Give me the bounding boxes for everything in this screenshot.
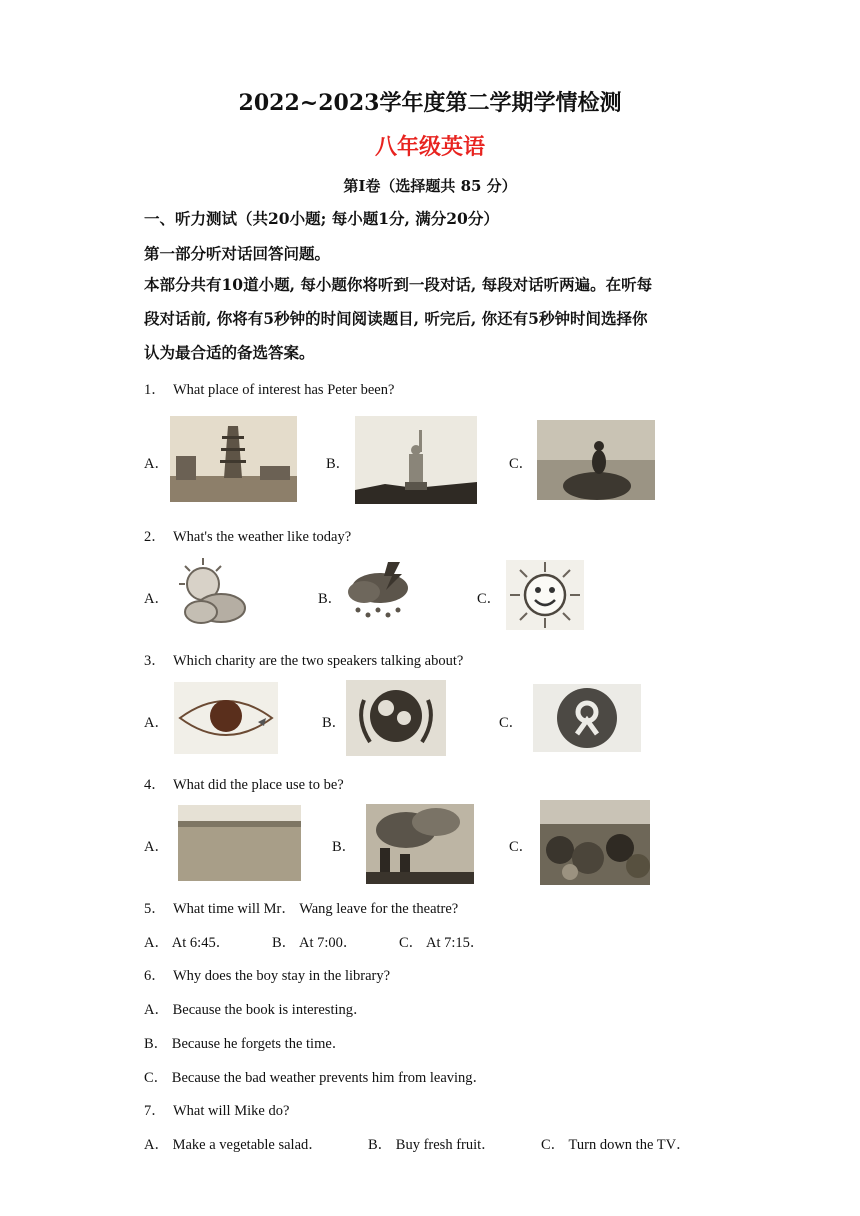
option-b[interactable]: B． — [326, 456, 351, 472]
question-text: Why does the boy stay in the library? — [173, 968, 391, 984]
option-a[interactable]: A． — [144, 591, 169, 607]
section-heading: 一、听力测试（共20小题; 每小题1分, 满分20分） — [144, 209, 499, 228]
option-b[interactable]: B． — [332, 839, 357, 855]
option-a[interactable]: A． Make a vegetable salad． — [144, 1137, 323, 1153]
subject-title: 八年级英语 — [374, 134, 485, 160]
volume-title: 第I卷（选择题共 85 分） — [343, 177, 517, 195]
option-c[interactable]: C． At 7:15． — [399, 935, 485, 951]
question-4 — [144, 773, 344, 794]
option-a[interactable]: A． At 6:45． — [144, 935, 231, 951]
instructions-line: 段对话前, 你将有5秒钟的时间阅读题目, 听完后, 你还有5秒钟时间选择你 — [144, 309, 648, 328]
orbis-logo-icon — [174, 682, 278, 754]
question-text: What's the weather like today? — [173, 529, 352, 545]
option-a[interactable]: A． — [144, 715, 169, 731]
garden-photo-icon — [540, 800, 650, 885]
question-text: What time will Mr． Wang leave for the theatre? — [173, 901, 459, 917]
option-c[interactable]: C． Turn down the TV． — [541, 1137, 691, 1153]
option-c[interactable]: C． — [499, 715, 524, 731]
question-text: Which charity are the two speakers talking about? — [173, 653, 464, 669]
question-text: What place of interest has Peter been? — [173, 382, 395, 398]
question-text: What did the place use to be? — [173, 777, 344, 793]
question-6 — [144, 964, 390, 985]
instructions-line: 认为最合适的备选答案。 — [144, 343, 315, 362]
option-a[interactable]: A． — [144, 839, 169, 855]
question-2 — [144, 525, 351, 546]
option-b[interactable]: B． — [322, 715, 347, 731]
oxfam-logo-icon — [533, 684, 641, 752]
question-number: 4． — [144, 777, 166, 793]
little-mermaid-photo-icon — [537, 420, 655, 500]
cloudy-icon — [173, 556, 249, 630]
thunderstorm-icon — [344, 560, 412, 622]
instructions-line: 本部分共有10道小题, 每小题你将听到一段对话, 每段对话听两遍。在听每 — [144, 275, 653, 294]
statue-of-liberty-photo-icon — [355, 416, 477, 504]
question-number: 7． — [144, 1103, 166, 1119]
question-number: 1． — [144, 382, 166, 398]
option-a[interactable]: A． Because the book is interesting． — [144, 1002, 368, 1018]
question-number: 3． — [144, 653, 166, 669]
pagoda-photo-icon — [170, 416, 297, 502]
option-c[interactable]: C． — [477, 591, 502, 607]
option-b[interactable]: B． At 7:00． — [272, 935, 358, 951]
instructions — [144, 268, 734, 370]
question-text: What will Mike do? — [173, 1103, 290, 1119]
option-c[interactable]: C． Because the bad weather prevents him from leaving． — [144, 1070, 488, 1086]
part-heading: 第一部分听对话回答问题。 — [144, 244, 331, 263]
question-3 — [144, 649, 463, 670]
question-1 — [144, 378, 394, 399]
question-number: 5． — [144, 901, 166, 917]
option-b[interactable]: B． Buy fresh fruit． — [368, 1137, 496, 1153]
field-photo-icon — [178, 805, 301, 881]
option-a[interactable]: A． — [144, 456, 169, 472]
question-number: 2． — [144, 529, 166, 545]
unicef-logo-icon — [346, 680, 446, 756]
option-c[interactable]: C． — [509, 456, 534, 472]
question-7 — [144, 1099, 289, 1120]
option-c[interactable]: C． — [509, 839, 534, 855]
question-number: 6． — [144, 968, 166, 984]
option-b[interactable]: B． Because he forgets the time． — [144, 1036, 347, 1052]
page-title: 2022~2023学年度第二学期学情检测 — [238, 90, 622, 116]
sunny-icon — [506, 560, 584, 630]
factory-photo-icon — [366, 804, 474, 884]
question-5 — [144, 897, 458, 918]
option-b[interactable]: B． — [318, 591, 343, 607]
